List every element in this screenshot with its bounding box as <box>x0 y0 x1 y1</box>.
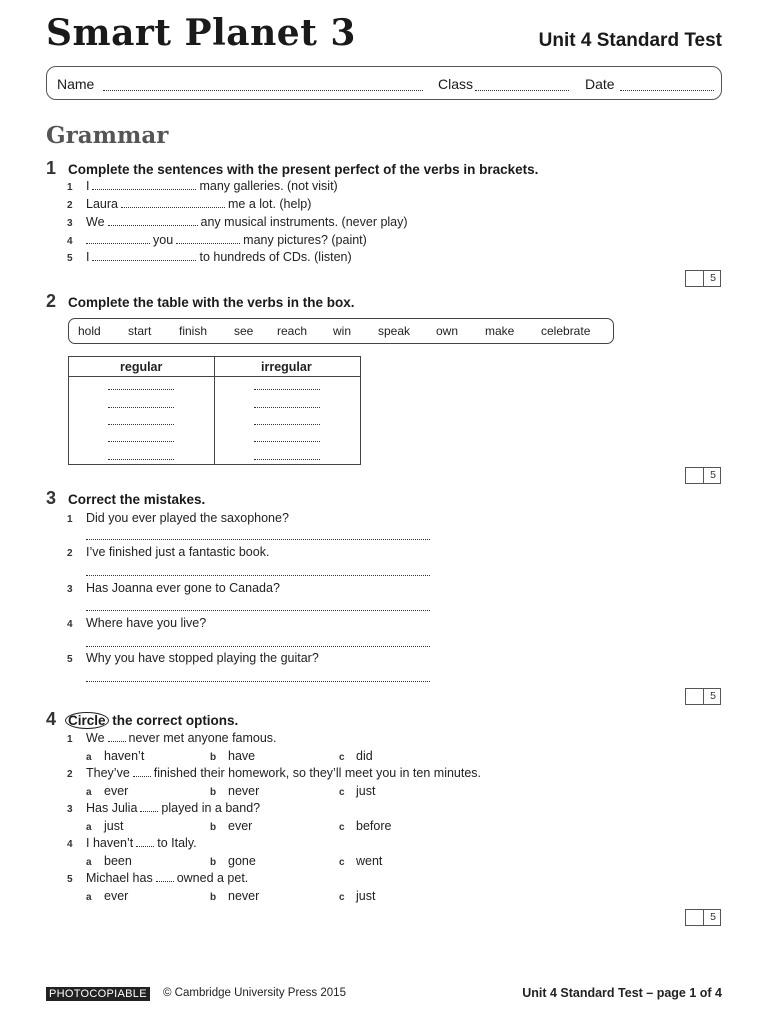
sentence: I to hundreds of CDs. (listen) <box>86 250 352 264</box>
gap <box>140 801 158 812</box>
circle-icon: Circle <box>65 712 109 729</box>
sentence: I’ve finished just a fantastic book. <box>86 545 270 559</box>
item-number: 4 <box>67 839 73 850</box>
option-a[interactable]: been <box>104 854 132 868</box>
option-letter: a <box>86 857 92 868</box>
exercise-number: 3 <box>46 488 57 508</box>
item-number: 2 <box>67 200 73 211</box>
option-a[interactable]: just <box>104 819 124 833</box>
table-blank[interactable] <box>254 389 320 390</box>
option-c[interactable]: went <box>356 854 383 868</box>
exercise-instruction: Complete the sentences with the present perfect of the verbs in brackets. <box>68 162 539 177</box>
exercise-number: 2 <box>46 291 57 311</box>
exercise-number: 4 <box>46 709 57 729</box>
item-number: 3 <box>67 804 73 815</box>
option-c[interactable]: did <box>356 749 373 763</box>
sentence: you many pictures? (paint) <box>86 233 367 247</box>
word: start <box>128 324 152 338</box>
word: make <box>485 324 515 338</box>
option-letter: a <box>86 752 92 763</box>
exercise-number: 1 <box>46 158 57 178</box>
table-blank[interactable] <box>108 424 174 425</box>
item-number: 1 <box>67 734 73 745</box>
table-blank[interactable] <box>254 424 320 425</box>
option-b[interactable]: gone <box>228 854 256 868</box>
word: speak <box>378 324 411 338</box>
item-number: 4 <box>67 619 73 630</box>
table-blank[interactable] <box>108 441 174 442</box>
score-box[interactable]: 5 <box>685 270 721 287</box>
answer-line[interactable] <box>86 538 430 540</box>
option-a[interactable]: ever <box>104 889 129 903</box>
sentence: Did you ever played the saxophone? <box>86 511 289 525</box>
item-number: 3 <box>67 218 73 229</box>
word: win <box>333 324 352 338</box>
item-number: 5 <box>67 654 73 665</box>
column-header-regular: regular <box>120 360 163 374</box>
sentence: Where have you live? <box>86 616 207 630</box>
option-letter: b <box>210 892 217 903</box>
class-label: Class <box>438 76 474 92</box>
item-number: 2 <box>67 548 73 559</box>
answer-line[interactable] <box>86 680 430 682</box>
exercise-instruction: Complete the table with the verbs in the box. <box>68 295 355 310</box>
word: reach <box>277 324 308 338</box>
item-number: 3 <box>67 584 73 595</box>
table-blank[interactable] <box>108 389 174 390</box>
table-blank[interactable] <box>254 407 320 408</box>
option-b[interactable]: have <box>228 749 256 763</box>
option-letter: b <box>210 752 217 763</box>
answer-blank[interactable] <box>86 233 150 244</box>
page-title: Smart Planet 3 <box>46 12 356 54</box>
item-number: 4 <box>67 236 73 247</box>
option-c[interactable]: just <box>356 889 376 903</box>
page-indicator: Unit 4 Standard Test – page 1 of 4 <box>522 986 722 1000</box>
word: see <box>234 324 254 338</box>
item-number: 5 <box>67 874 73 885</box>
option-a[interactable]: ever <box>104 784 129 798</box>
word: hold <box>78 324 101 338</box>
option-letter: b <box>210 787 217 798</box>
exercise-instruction: Correct the mistakes. <box>68 492 206 507</box>
photocopiable-badge: PHOTOCOPIABLE <box>46 987 150 1001</box>
name-field[interactable] <box>103 90 423 91</box>
sentence: They’ve finished their homework, so they’ll meet you in ten minutes. <box>86 766 482 780</box>
gap <box>133 766 151 777</box>
option-b[interactable]: never <box>228 784 260 798</box>
item-number: 2 <box>67 769 73 780</box>
option-c[interactable]: before <box>356 819 392 833</box>
test-title: Unit 4 Standard Test <box>538 30 722 51</box>
gap <box>108 731 126 742</box>
option-letter: c <box>339 822 345 833</box>
word-box <box>68 318 614 344</box>
item-number: 1 <box>67 182 73 193</box>
option-letter: c <box>339 752 345 763</box>
sentence: Why you have stopped playing the guitar? <box>86 651 319 665</box>
column-header-irregular: irregular <box>261 360 312 374</box>
gap <box>136 836 154 847</box>
score-box[interactable]: 5 <box>685 909 721 926</box>
sentence: Laura me a lot. (help) <box>86 197 312 211</box>
copyright: © Cambridge University Press 2015 <box>163 987 346 999</box>
sentence: I haven’t to Italy. <box>86 836 197 850</box>
option-letter: a <box>86 787 92 798</box>
word: finish <box>179 324 208 338</box>
answer-blank[interactable] <box>92 250 196 261</box>
answer-blank[interactable] <box>121 197 225 208</box>
class-field[interactable] <box>475 90 569 91</box>
option-letter: b <box>210 822 217 833</box>
sentence: Has Joanna ever gone to Canada? <box>86 581 280 595</box>
date-field[interactable] <box>620 90 714 91</box>
item-number: 5 <box>67 253 73 264</box>
exercise-instruction: Circle the correct options. <box>68 713 238 728</box>
option-letter: a <box>86 892 92 903</box>
student-info-box <box>46 66 722 100</box>
verb-table <box>68 356 361 465</box>
score-box[interactable]: 5 <box>685 688 721 705</box>
score-box[interactable]: 5 <box>685 467 721 484</box>
answer-line[interactable] <box>86 609 430 611</box>
option-a[interactable]: haven’t <box>104 749 145 763</box>
option-b[interactable]: never <box>228 889 260 903</box>
table-blank[interactable] <box>108 459 174 460</box>
sentence: We never met anyone famous. <box>86 731 277 745</box>
option-c[interactable]: just <box>356 784 376 798</box>
option-b[interactable]: ever <box>228 819 253 833</box>
date-label: Date <box>585 76 615 92</box>
section-heading: Grammar <box>46 122 169 149</box>
name-label: Name <box>57 76 95 92</box>
option-letter: c <box>339 892 345 903</box>
option-letter: c <box>339 857 345 868</box>
answer-blank[interactable] <box>176 233 240 244</box>
option-letter: a <box>86 822 92 833</box>
sentence: Has Julia played in a band? <box>86 801 261 815</box>
answer-line[interactable] <box>86 645 430 647</box>
gap <box>156 871 174 882</box>
table-blank[interactable] <box>108 407 174 408</box>
table-blank[interactable] <box>254 441 320 442</box>
word: celebrate <box>541 324 591 338</box>
answer-line[interactable] <box>86 574 430 576</box>
word: own <box>436 324 459 338</box>
sentence: Michael has owned a pet. <box>86 871 249 885</box>
answer-blank[interactable] <box>92 179 196 190</box>
option-letter: c <box>339 787 345 798</box>
option-letter: b <box>210 857 217 868</box>
item-number: 1 <box>67 514 73 525</box>
answer-blank[interactable] <box>108 215 198 226</box>
sentence: I many galleries. (not visit) <box>86 179 338 193</box>
table-blank[interactable] <box>254 459 320 460</box>
sentence: We any musical instruments. (never play) <box>86 215 408 229</box>
